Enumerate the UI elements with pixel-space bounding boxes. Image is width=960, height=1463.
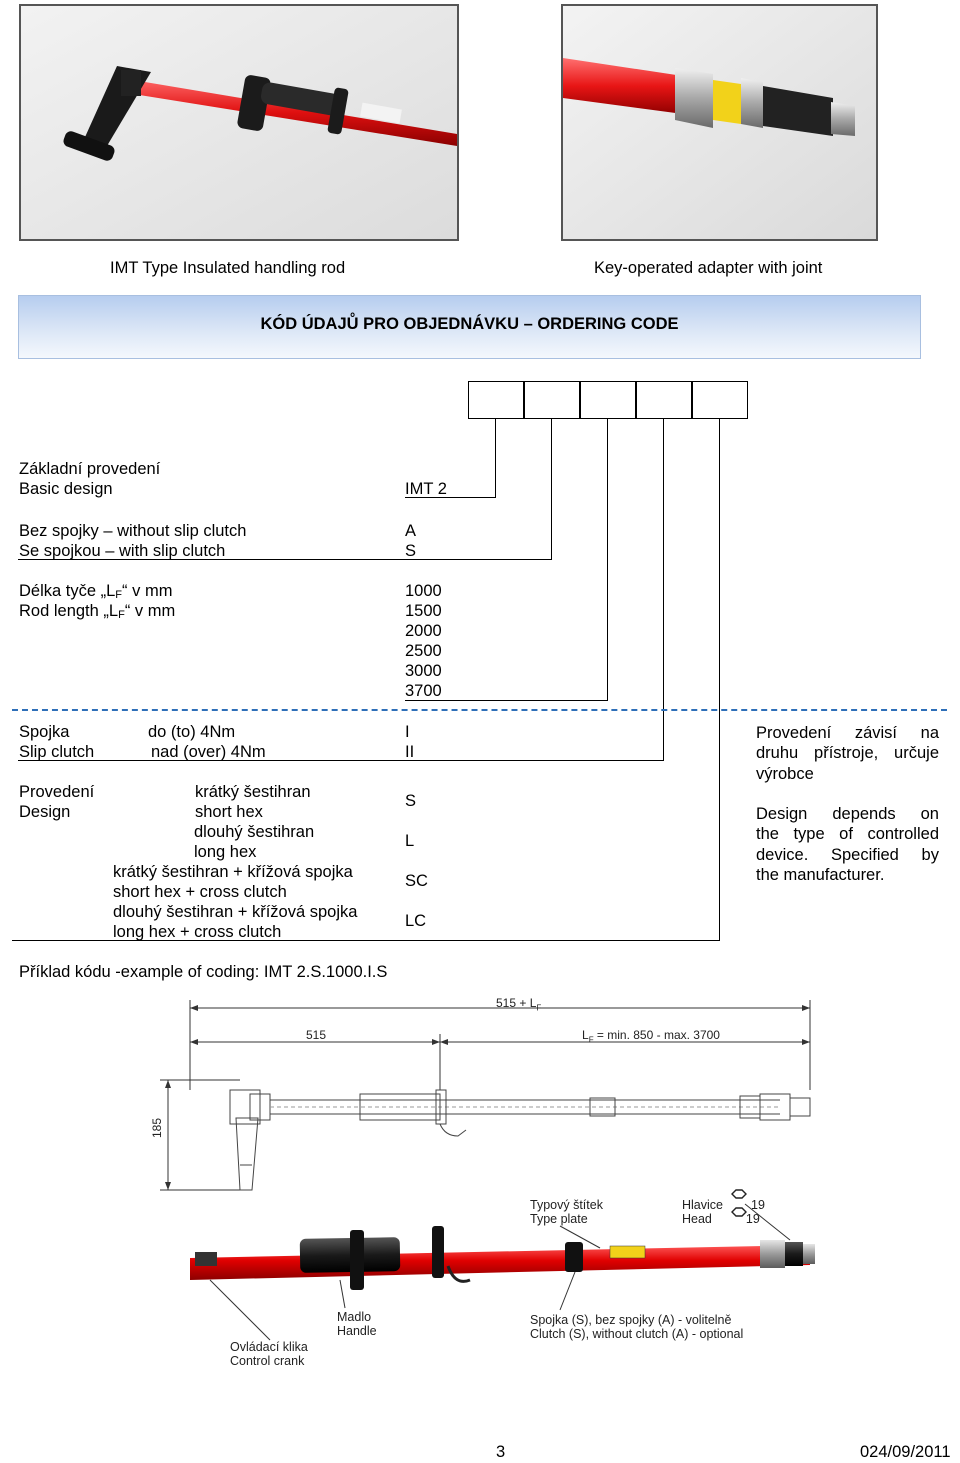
rod-drawing-svg — [0, 990, 960, 1390]
label-type-plate: Typový štítek Type plate — [530, 1198, 603, 1226]
dim-height: 185 — [150, 1117, 164, 1138]
design-opt2-en: long hex — [194, 843, 257, 861]
note-en-line1: Design depends on — [756, 805, 939, 823]
design-label-cz: Provedení — [19, 783, 95, 801]
code-box-3 — [580, 381, 636, 419]
length-label-cz: Délka tyče $„L_F“$ v mm — [19, 582, 173, 601]
slip-code1: I — [405, 723, 410, 741]
length-label-en: Rod length $„L_F“$ v mm — [19, 602, 176, 621]
design-code-lc: LC — [405, 912, 427, 930]
length-code-2000: 2000 — [405, 622, 442, 640]
design-note-cz — [756, 723, 939, 784]
design-opt3-cz: krátký šestihran + křížová spojka — [113, 863, 353, 881]
design-opt4-en: long hex + cross clutch — [113, 923, 282, 941]
slip-label-en: Slip clutch — [19, 743, 95, 761]
code-box-1 — [468, 381, 524, 419]
ordering-code-title: KÓD ÚDAJŮ PRO OBJEDNÁVKU – ORDERING CODE — [260, 315, 679, 333]
label-head: Hlavice 19 Head 19 — [682, 1198, 765, 1226]
page-number: 3 — [496, 1443, 506, 1461]
clutch-type-line2: Se spojkou – with slip clutch — [19, 542, 226, 560]
note-en-line3: device. Specified by — [756, 845, 939, 864]
design-opt2-cz: dlouhý šestihran — [194, 823, 315, 841]
clutch-type-code1: A — [405, 522, 417, 540]
slip-value-en: nad (over) 4Nm — [151, 743, 266, 761]
note-cz-line2: druhu přístroje, určuje — [756, 744, 939, 763]
dim-part2: $L_F = \min$. 850 - max. 3700 — [582, 1028, 720, 1045]
design-opt3-en: short hex + cross clutch — [113, 883, 287, 901]
design-opt1-en: short hex — [195, 803, 263, 821]
design-code-sc: SC — [405, 872, 428, 890]
length-code-1500: 1500 — [405, 602, 442, 620]
photo-insulated-rod — [19, 4, 459, 241]
connector-line-1 — [495, 419, 496, 498]
dashed-separator — [12, 709, 947, 711]
label-handle: Madlo Handle — [337, 1310, 377, 1338]
note-cz-line1: Provedení závisí na — [756, 724, 939, 742]
photo-caption-left: IMT Type Insulated handling rod — [110, 259, 346, 277]
basic-code: IMT 2 — [405, 480, 447, 498]
label-clutch-optional: Spojka (S), bez spojky (A) - volitelně Clutch (S), without clutch (A) - optional — [530, 1313, 744, 1341]
design-opt1-cz: krátký šestihran — [195, 783, 311, 801]
design-label-en: Design — [19, 803, 71, 821]
photo-key-adapter — [561, 4, 878, 241]
note-cz-line3: výrobce — [756, 764, 814, 783]
ordering-code-banner — [18, 295, 921, 359]
design-code-l: L — [405, 832, 415, 850]
basic-label-en: Basic design — [19, 480, 113, 498]
length-code-2500: 2500 — [405, 642, 442, 660]
note-en-line2: the type of controlled — [756, 825, 939, 844]
slip-label-cz: Spojka — [19, 723, 70, 741]
hex-icon — [732, 1190, 746, 1198]
underline-slip — [18, 760, 664, 761]
length-code-1000: 1000 — [405, 582, 442, 600]
slip-value-cz: do (to) 4Nm — [148, 723, 236, 741]
key-adapter-image — [563, 6, 876, 239]
connector-line-5 — [719, 419, 720, 941]
design-code-s: S — [405, 792, 417, 810]
length-code-3700: 3700 — [405, 682, 442, 700]
design-opt4-cz: dlouhý šestihran + křížová spojka — [113, 903, 358, 921]
design-note-en — [756, 804, 939, 885]
note-en-line4: the manufacturer. — [756, 865, 885, 884]
photo-caption-right: Key-operated adapter with joint — [594, 259, 823, 277]
connector-line-2 — [551, 419, 552, 560]
dim-total: $515 + L_F$ — [496, 996, 542, 1013]
document-date: 024/09/2011 — [860, 1443, 951, 1461]
technical-drawing — [0, 990, 960, 1390]
code-box-4 — [636, 381, 692, 419]
basic-label-cz: Základní provedení — [19, 460, 161, 478]
code-box-2 — [524, 381, 580, 419]
insulated-rod-image — [21, 6, 457, 239]
label-control-crank: Ovládací klika Control crank — [230, 1340, 308, 1368]
clutch-type-line1: Bez spojky – without slip clutch — [19, 522, 247, 540]
dim-part1: 515 — [306, 1028, 327, 1042]
code-box-5 — [692, 381, 748, 419]
clutch-type-code2: S — [405, 542, 417, 560]
slip-code2: II — [405, 743, 415, 761]
length-code-3000: 3000 — [405, 662, 442, 680]
coding-example: Příklad kódu -example of coding: IMT 2.S.1000.I.S — [19, 963, 388, 981]
connector-line-3 — [607, 419, 608, 701]
